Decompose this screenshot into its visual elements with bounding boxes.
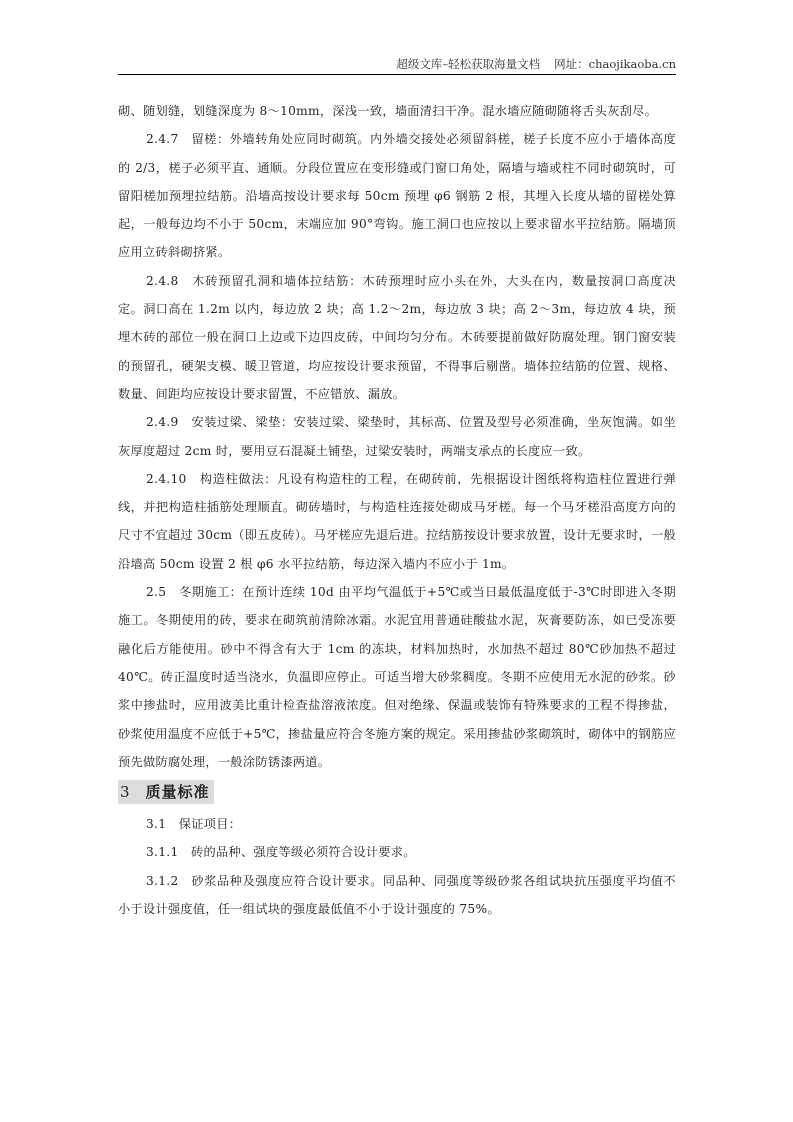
section-title: 质量标准 [145, 783, 210, 802]
paragraph-2-4-7: 2.4.7 留槎：外墙转角处应同时砌筑。内外墙交接处必须留斜槎，槎子长度不应小于墙体高度的 2/3，槎子必须平直、通顺。分段位置应在变形缝或门窗口角处，隔墙与墙或柱不同时砌筑时，可留阳槎加预埋拉结筋。沿墙高按设计要求每 50cm 预埋 φ6 钢筋 2 根，其埋入长度从墙的留槎处算起，一般每边均不小于 50cm，末端应加 90°弯钩。施工洞口也应按以上要求留水平拉结筋。隔墙顶应用立砖斜砌挤紧。 [118, 132, 676, 260]
paragraph-2-4-8: 2.4.8 木砖预留孔洞和墙体拉结筋：木砖预埋时应小头在外，大头在内，数量按洞口高度决定。洞口高在 1.2m 以内，每边放 2 块；高 1.2～2m，每边放 3 块；高 2～3m，每边放 4 块，预埋木砖的部位一般在洞口上边或下边四皮砖，中间均匀分布。木砖要提前做好防腐处理。钢门窗安装的预留孔，硬架支模、暖卫管道，均应按设计要求预留，不得事后剔凿。墙体拉结筋的位置、规格、数量、间距均应按设计要求留置，不应错放、漏放。 [118, 273, 676, 401]
section-number: 3 [120, 783, 130, 802]
header-text [396, 56, 676, 72]
paragraph-3-1-1: 3.1.1 砖的品种、强度等级必须符合设计要求。 [146, 845, 416, 860]
paragraph-3-1: 3.1 保证项目： [146, 817, 242, 832]
document-body [118, 97, 676, 923]
paragraph-3-1-2: 3.1.2 砂浆品种及强度应符合设计要求。同品种、同强度等级砂浆各组试块抗压强度平均值不小于设计强度值，任一组试块的强度最低值不小于设计强度的 75%。 [118, 873, 676, 917]
paragraph-continuation: 砌、随划缝，划缝深度为 8～10mm，深浅一致，墙面清扫干净。混水墙应随砌随将舌头灰刮尽。 [118, 104, 658, 118]
paragraph-2-4-9: 2.4.9 安装过梁、梁垫：安装过梁、梁垫时，其标高、位置及型号必须准确，坐灰饱满。如坐灰厚度超过 2cm 时，要用豆石混凝土铺垫，过梁安装时，两端支承点的长度应一致。 [118, 415, 676, 458]
section-heading-3 [118, 780, 214, 804]
paragraph-2-5: 2.5 冬期施工：在预计连续 10d 由平均气温低于+5℃或当日最低温度低于-3℃时即进入冬期施工。冬期使用的砖，要求在砌筑前清除冰霜。水泥宜用普通硅酸盐水泥，灰膏要防冻，如已受冻要融化后方能使用。砂中不得含有大于 1cm 的冻块，材料加热时，水加热不超过 80℃砂加热不超过 40℃。砖正温度时适当浇水，负温即应停止。可适当增大砂浆稠度。冬期不应使用无水泥的砂浆。砂浆中掺盐时，应用波美比重计检查盐溶液浓度。但对绝缘、保温或装饰有特殊要求的工程不得掺盐，砂浆使用温度不应低于+5℃，掺盐量应符合冬施方案的规定。采用掺盐砂浆砌筑时，砌体中的钢筋应预先做防腐处理，一般涂防锈漆两道。 [118, 585, 676, 769]
header-site-name: 超级文库–轻松获取海量文档 [396, 57, 541, 71]
page-header [118, 56, 676, 75]
header-url: chaojikaoba.cn [588, 57, 676, 71]
header-url-label: 网址： [554, 57, 589, 71]
paragraph-2-4-10: 2.4.10 构造柱做法：凡设有构造柱的工程，在砌砖前，先根据设计图纸将构造柱位置进行弹线，并把构造柱插筋处理顺直。砌砖墙时，与构造柱连接处砌成马牙槎。每一个马牙槎沿高度方向的尺寸不宜超过 30cm（即五皮砖）。马牙槎应先退后进。拉结筋按设计要求放置，设计无要求时，一般沿墙高 50cm 设置 2 根 φ6 水平拉结筋，每边深入墙内不应小于 1m。 [118, 471, 676, 571]
